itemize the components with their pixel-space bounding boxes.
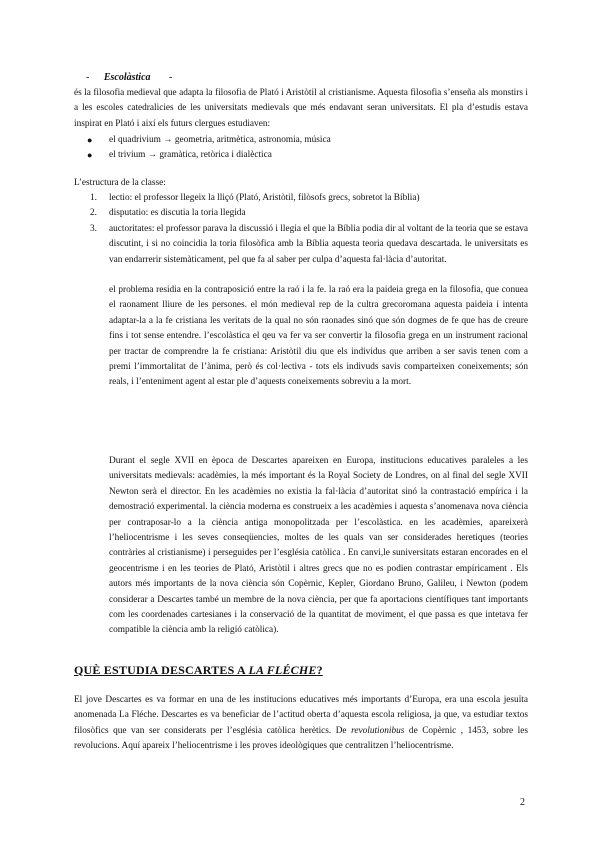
heading-dash-left: -	[86, 72, 90, 83]
heading-dash-right: -	[169, 72, 173, 83]
list-item-text: disputatio: es discutia la toria llegida	[109, 208, 246, 219]
section-title	[74, 663, 323, 678]
class-structure-intro: L’estructura de la classe:	[74, 178, 166, 188]
list-item	[74, 133, 528, 148]
reason-faith-paragraph: el problema residia en la contraposició entre la raó i la fe. la raó era la paideia grega en la filosofia, que conuea el raonament lliure de les persones. el món medieval rep de la cultra grecoromana aquesta paideia i intenta adaptar-la a la fe cristiana les veritats de la qual no són raonades sinó que són dogmes de fe que has de creure fins i tot sense entendre. l’escolàstica el qeu va fer va ser convertir la filosofia grega en un instrument racional per tractar de comprendre la fe cristiana: Aristòtil diu que els individus que arriben a ser savis tenen com a premi l’immortalitat de l’ànima, però és col·lectiva - tots els indivuds savis comparteixen coneixements; són reals, i l’enteniment agent al estar ple d’aquests coneixements sobreviu a la mort.	[109, 285, 528, 388]
heading-title: Escolàstica	[103, 72, 151, 83]
la-fleche-text-1: El jove Descartes es va formar en una de les institucions educatives més importants d’Europa, era una escola jesuïta anomenada La Fléche. Descartes es va beneficiar de l’actitud oberta d’aquesta escola religiosa, ja que, va estudiar textos filosòfics que van ser considerats per l’església catòlica herètics. De	[74, 695, 528, 736]
list-item	[74, 206, 528, 221]
xvii-century-paragraph: Durant el segle XVII en època de Descartes apareixen en Europa, institucions educatives paraleles a les universitats medievals: acadèmies, la més important és la Royal Society de Londres, on al final del segle XVII Newton serà el director. En les acadèmies no existia la fal·làcia d’autoritat sinó la contrastació empírica i la demostració experimental. la ciència moderna es construeix a les acadèmies i aquesta s’anomenava nova ciència per contraposar-lo a la ciència antiga monopolitzada per l’escolàstica. en les acadèmies, apareixerà l’heliocentrisme i les seves conseqüencies, moltes de les quals van ser considerades heretiques (teories contràries al cristianisme) i perseguides per l’església catòlica . En canvi,le suniversitats estaran encorades en el geocentrisme i en les teories de Plató, Aristòtil i altres grecs que no es podien contrastar empíricament . Els autors més importants de la nova ciència són Copèrnic, Kepler, Giordano Bruno, Galileu, i Newton (podem considerar a Descartes també un membre de la nova ciència, per que fa aportacions científiques tant importants com les coordenades cartesianes i la conservació de la quantitat de moviment, el que passa es que intetava fer compatible la ciència amb la religió catòlica).	[109, 456, 528, 636]
list-number: 3.	[90, 223, 97, 234]
class-structure-list	[74, 191, 528, 268]
section-title-prefix: QUÈ ESTUDIA DESCARTES A	[74, 663, 249, 677]
list-item	[74, 148, 528, 163]
bullet-icon: ●	[87, 135, 93, 145]
list-item-text: el quadrivium → geometria, aritmètica, astronomia, música	[109, 135, 331, 145]
section-title-place: LA FLÉCHE	[248, 663, 317, 677]
list-item-text: el trivium → gramàtica, retòrica i dialèctica	[109, 150, 272, 161]
studies-list	[74, 133, 528, 164]
bullet-icon: ●	[87, 150, 93, 161]
intro-paragraph: és la filosofia medieval que adapta la filosofia de Plató i Aristòtil al cristianisme. Aquesta filosofia s’enseña als monstirs i a les escoles catedralicies de les universitats medievals que més endavant seran universitats. El pla d’estudis estava inspirat en Plató i així els futurs clergues estudiaven:	[74, 88, 528, 129]
list-item-text: lectio: el professor llegeix la lliçó (Plató, Aristòtil, filòsofs grecs, sobretot la Bíblia)	[109, 193, 420, 203]
la-fleche-paragraph	[74, 693, 528, 755]
list-item	[74, 191, 528, 206]
book-title: revolutionibus	[351, 725, 405, 736]
section-title-suffix: ?	[316, 663, 323, 677]
la-fleche-text-2: de Copèrnic , 1453, sobre les revolucions. Aquí apareix l’heliocentrisme i les proves ideològiques que centralitzen l’heliocentrisme.	[74, 725, 528, 752]
page-number: 2	[520, 797, 525, 808]
list-number: 1.	[90, 193, 97, 203]
section-heading	[86, 71, 172, 85]
list-number: 2.	[90, 208, 97, 219]
list-item-text: auctoritates: el professor parava la discussió i llegia el que la Bíblia podia dir al voltant de la teoria que se estava discutint, i si no coincidia la toria filosòfica amb la Bíblia aquesta teoria quedava descartada. le universitats es van endarrerir sistemàticament, pel que fa al saber per culpa d’aquesta fal·làcia d’autoritat.	[109, 223, 528, 265]
list-item	[74, 222, 528, 268]
